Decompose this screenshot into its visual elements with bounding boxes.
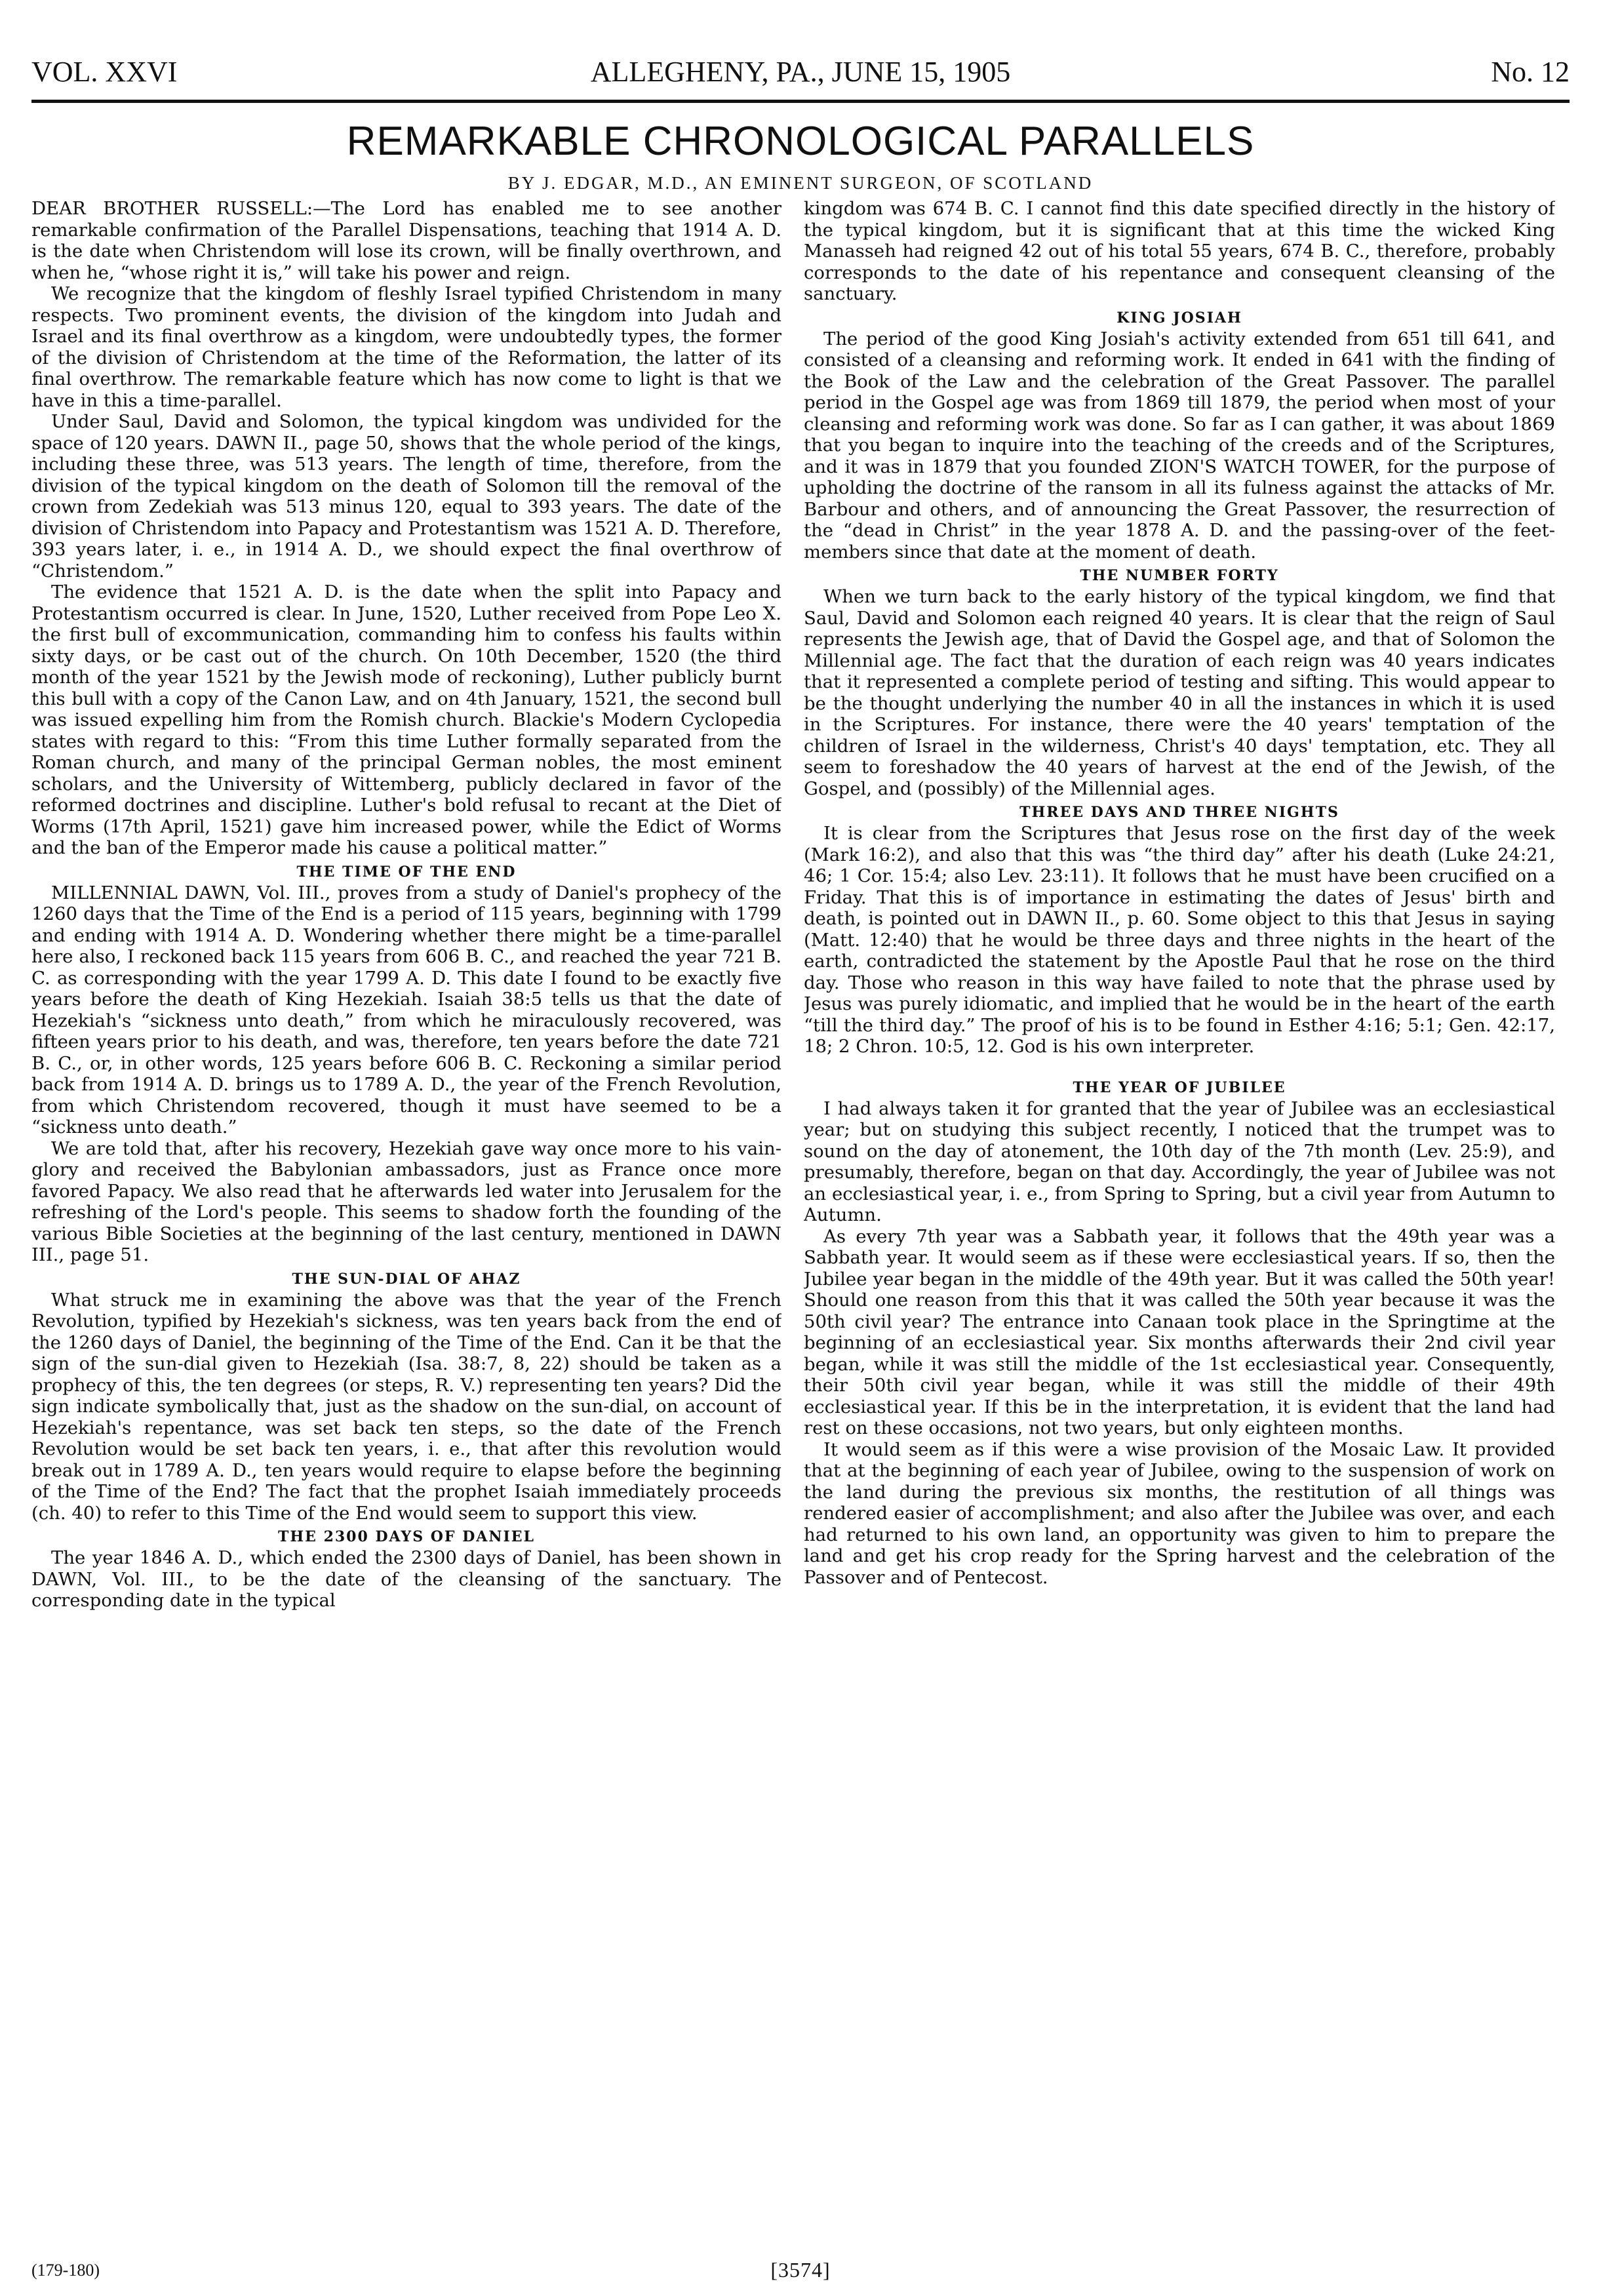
right-column (804, 198, 1555, 2236)
volume-label: VOL. XXVI (31, 56, 178, 88)
section-heading: THREE DAYS AND THREE NIGHTS (1019, 804, 1339, 821)
paragraph: What struck me in examining the above was that the year of the French Revolution, typified by Hezekiah's sickness, was ten years back from the end of the 1260 days of Daniel, the beginning of the Time of the End. Can it be that the sign of the sun-dial given to Hezekiah (Isa. 38:7, 8, 22) should be taken as a prophecy of this, the ten degrees (or steps, R. V.) representing ten years? Did the sign indicate symbolically that, just as the shadow on the sun-dial, on account of Hezekiah's repentance, was set back ten steps, so the date of the French Revolution would be set back ten years, i. e., that after this revolution would break out in 1789 A. D., ten years would require to elapse before the beginning of the Time of the End? The fact that the prophet Isaiah immediately proceeds (ch. 40) to refer to this Time of the End would seem to support this view. (31, 1289, 781, 1524)
paragraph: MILLENNIAL DAWN, Vol. III., proves from a study of Daniel's prophecy of the 1260 days that the Time of the End is a period of 115 years, beginning with 1799 and ending with 1914 A. D. Wondering whether there might be a time-parallel here also, I reckoned back 115 years from 606 B. C., and reached the year 721 B. C. as corresponding with the year 1799 A. D. This date I found to be exactly five years before the death of King Hezekiah. Isaiah 38:5 tells us that the date of Hezekiah's “sickness unto death,” from which he miraculously recovered, was fifteen years prior to his death, and was, therefore, ten years before the date 721 B. C., or, in other words, 125 years before 606 B. C. Reckoning a similar period back from 1914 A. D. brings us to 1789 A. D., the year of the French Revolution, from which Christendom recovered, though it must have seemed to be a “sickness unto death.” (31, 882, 781, 1138)
left-column (31, 198, 781, 2236)
article-byline: BY J. EDGAR, M.D., AN EMINENT SURGEON, OF SCOTLAND (507, 173, 1094, 193)
paragraph: As every 7th year was a Sabbath year, it follows that the 49th year was a Sabbath year. It would seem as if these were ecclesiastical years. If so, then the Jubilee year began in the middle of the 49th year. But it was called the 50th year! Should one reason from this that it was called the 50th year because it was the 50th civil year? The entrance into Canaan took place in the Springtime at the beginning of an ecclesiastical year. Six months afterwards their 2nd civil year began, while it was still the middle of the 1st ecclesiastical year. Consequently, their 50th civil year began, while it was still the middle of their 49th ecclesiastical year. If this be in the interpretation, it is evident that the land had rest on these occasions, not two years, but only eighteen months. (804, 1225, 1555, 1438)
section-heading: THE YEAR OF JUBILEE (1073, 1079, 1286, 1096)
section-heading: THE NUMBER FORTY (1080, 567, 1279, 584)
paragraph: It would seem as if this were a wise provision of the Mosaic Law. It provided that at the beginning of each year of Jubilee, owing to the suspension of work on the land during the previous six months, the restitution of all things was rendered easier of accomplishment; and also after the Jubilee was over, and each had returned to his own land, an opportunity was given to him to prepare the land and get his crop ready for the Spring harvest and the celebration of the Passover and of Pentecost. (804, 1438, 1555, 1588)
issue-number: No. 12 (1491, 56, 1570, 88)
paragraph: DEAR BROTHER RUSSELL:—The Lord has enabled me to see another remarkable confirmation of the Parallel Dispensations, teaching that 1914 A. D. is the date when Christendom will lose its crown, will be finally overthrown, and when he, “whose right it is,” will take his power and reign. (31, 198, 781, 283)
article-title: REMARKABLE CHRONOLOGICAL PARALLELS (346, 119, 1255, 164)
paragraph: We are told that, after his recovery, Hezekiah gave way once more to his vain-glory and received the Babylonian ambassadors, just as France once more favored Papacy. We also read that he afterwards led water into Jerusalem for the refreshing of the Lord's people. This seems to shadow forth the founding of the various Bible Societies at the beginning of the last century, mentioned in DAWN III., page 51. (31, 1138, 781, 1265)
paragraph: It is clear from the Scriptures that Jesus rose on the first day of the week (Mark 16:2), and also that this was “the third day” after his death (Luke 24:21, 46; 1 Cor. 15:4; also Lev. 23:11). It follows that he must have been crucified on a Friday. That this is of importance in estimating the dates of Jesus' birth and death, is pointed out in DAWN II., p. 60. Some object to this that Jesus in saying (Matt. 12:40) that he would be three days and three nights in the heart of the earth, contradicted the statement by the Apostle Paul that he rose on the third day. Those who reason in this way have failed to note that the phrase used by Jesus was purely idiomatic, and implied that he would be in the heart of the earth “till the third day.” The proof of his is to be found in Esther 4:16; 5:1; Gen. 42:17, 18; 2 Chron. 10:5, 12. God is his own interpreter. (804, 823, 1555, 1057)
section-heading: KING JOSIAH (1117, 309, 1242, 327)
paragraph: When we turn back to the early history of the typical kingdom, we find that Saul, David and Solomon each reigned 40 years. It is clear that the reign of Saul represents the Jewish age, that of David the Gospel age, and that of Solomon the Millennial age. The fact that the duration of each reign was 40 years indicates that it represented a complete period of testing and sifting. This would appear to be the thought underlying the number 40 in all the instances in which it is used in the Scriptures. For instance, there were the 40 years' temptation of the children of Israel in the wilderness, Christ's 40 days' temptation, etc. They all seem to foreshadow the 40 years of harvest at the end of the Jewish, of the Gospel, and (possibly) of the Millennial ages. (804, 586, 1555, 799)
paragraph: The period of the good King Josiah's activity extended from 651 till 641, and consisted of a cleansing and reforming work. It ended in 641 with the finding of the Book of the Law and the celebration of the Great Passover. The parallel period in the Gospel age was from 1869 till 1879, the period when most of your cleansing and reforming work was done. So far as I can gather, it was about 1869 that you began to inquire into the teaching of the creeds and of the Scriptures, and it was in 1879 that you founded ZION'S WATCH TOWER, for the purpose of upholding the doctrine of the ransom in all its fulness against the attacks of Mr. Barbour and others, and of announcing the Great Passover, the resurrection of the “dead in Christ” in the year 1878 A. D. and the passing-over of the feet-members since that date at the moment of death. (804, 328, 1555, 563)
footer-page-number: [3574] (770, 2258, 831, 2282)
paragraph: The evidence that 1521 A. D. is the date when the split into Papacy and Protestantism occurred is clear. In June, 1520, Luther received from Pope Leo X. the first bull of excommunication, commanding him to confess his faults within sixty days, or be cast out of the church. On 10th December, 1520 (the third month of the year 1521 by the Jewish mode of reckoning), Luther publicly burnt this bull with a copy of the Canon Law, and on 4th January, 1521, the second bull was issued expelling him from the Romish church. Blackie's Modern Cyclopedia states with regard to this: “From this time Luther formally separated from the Roman church, and many of the principal German nobles, the most eminent scholars, and the University of Wittemberg, publicly declared in favor of the reformed doctrines and discipline. Luther's bold refusal to recant at the Diet of Worms (17th April, 1521) gave him increased power, while the Edict of Worms and the ban of the Emperor made his cause a political matter.” (31, 582, 781, 858)
place-date: ALLEGHENY, PA., JUNE 15, 1905 (590, 56, 1011, 88)
paragraph: We recognize that the kingdom of fleshly Israel typified Christendom in many respects. Two prominent events, the division of the kingdom into Judah and Israel and its final overthrow as a kingdom, were undoubtedly types, the former of the division of Christendom at the time of the Reformation, the latter of its final overthrow. The remarkable feature which has now come to light is that we have in this a time-parallel. (31, 283, 781, 411)
masthead-rule (31, 100, 1570, 103)
masthead (31, 55, 1570, 101)
footer-page-range: (179-180) (31, 2261, 100, 2280)
section-heading: THE SUN-DIAL OF AHAZ (292, 1270, 521, 1288)
section-heading: THE TIME OF THE END (296, 863, 517, 881)
paragraph: I had always taken it for granted that the year of Jubilee was an ecclesiastical year; but on studying this subject recently, I noticed that the trumpet was to sound on the day of atonement, the 10th day of the 7th month (Lev. 25:9), and presumably, therefore, began on that day. Accordingly, the year of Jubilee was not an ecclesiastical year, i. e., from Spring to Spring, but a civil year from Autumn to Autumn. (804, 1098, 1555, 1225)
paragraph: The year 1846 A. D., which ended the 2300 days of Daniel, has been shown in DAWN, Vol. III., to be the date of the cleansing of the sanctuary. The corresponding date in the typical (31, 1547, 781, 1611)
paragraph: Under Saul, David and Solomon, the typical kingdom was undivided for the space of 120 years. DAWN II., page 50, shows that the whole period of the kings, including these three, was 513 years. The length of time, therefore, from the division of the typical kingdom on the death of Solomon till the removal of the crown from Zedekiah was 513 minus 120, equal to 393 years. The date of the division of Christendom into Papacy and Protestantism was 1521 A. D. Therefore, 393 years later, i. e., in 1914 A. D., we should expect the final overthrow of “Christendom.” (31, 411, 781, 582)
section-heading: THE 2300 DAYS OF DANIEL (277, 1528, 535, 1545)
paragraph: kingdom was 674 B. C. I cannot find this date specified directly in the history of the typical kingdom, but it is significant that at this time the wicked King Manasseh had reigned 42 out of his total 55 years, 674 B. C., therefore, probably corresponds to the date of his repentance and consequent cleansing of the sanctuary. (804, 198, 1555, 304)
